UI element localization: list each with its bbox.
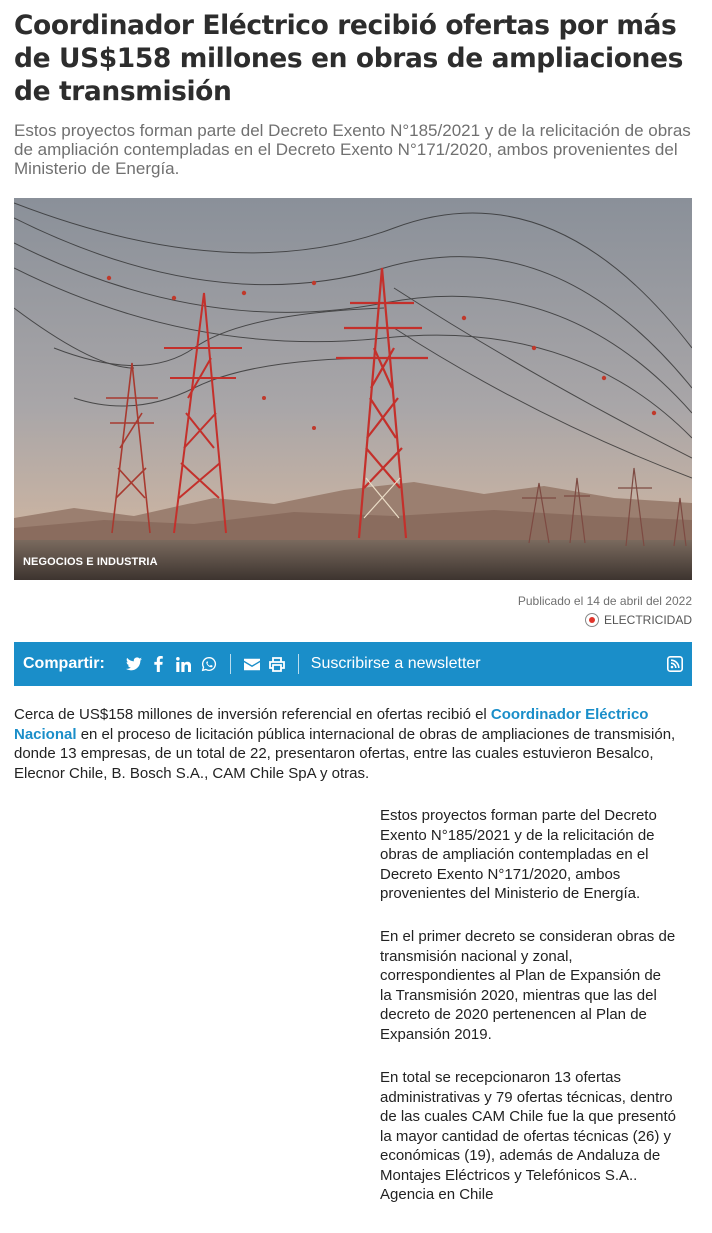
category-tag[interactable] (585, 613, 692, 627)
article-paragraph: En total se recepcionaron 13 ofertas administrativas y 79 ofertas técnicas, dentro de las cuales CAM Chile fue la que presentó la mayor cantidad de ofertas técnicas (26) y económicas (19), además de Andaluza de Montajes Eléctricos y Telefónicos S.A.. Agencia en Chile (380, 1069, 677, 1203)
target-icon (585, 613, 599, 627)
rss-icon[interactable] (667, 656, 683, 672)
article-paragraph: En el primer decreto se consideran obras de transmisión nacional y zonal, correspondientes al Plan de Expansión de la Transmisión 2020, mientras que las del decreto de 2020 pertenencen al Plan de Expansión 2019. (380, 928, 676, 1043)
coordinador-link[interactable]: Coordinador Eléctrico Nacional (14, 706, 649, 743)
intro-text-after: en el proceso de licitación pública internacional de obras de ampliaciones de transmisión, donde 13 empresas, de un total de 22, presentaron ofertas, entre las cuales estuvieron Besalco, Elecnor Chile, B. Bosch S.A., CAM Chile SpA y otras. (14, 725, 676, 782)
share-icons (126, 654, 303, 674)
email-icon[interactable] (244, 656, 260, 672)
category-tag-label: ELECTRICIDAD (603, 613, 692, 627)
article-intro (14, 705, 692, 783)
linkedin-icon[interactable] (176, 656, 192, 672)
whatsapp-icon[interactable] (201, 656, 217, 672)
facebook-icon[interactable] (151, 656, 167, 672)
intro-text-before: Cerca de US$158 millones de inversión referencial en ofertas recibió el (14, 706, 491, 723)
divider (230, 654, 231, 674)
publication-date: Publicado el 14 de abril del 2022 (517, 594, 692, 608)
image-category: NEGOCIOS E INDUSTRIA (23, 556, 158, 568)
article-title: Coordinador Eléctrico recibió ofertas por más de US$158 millones en obras de ampliaciones de transmisión (14, 10, 683, 107)
print-icon[interactable] (269, 656, 285, 672)
divider (298, 654, 299, 674)
hero-image (14, 198, 692, 580)
twitter-icon[interactable] (126, 656, 142, 672)
newsletter-link[interactable]: Suscribirse a newsletter (310, 655, 481, 672)
power-towers-photo (14, 198, 692, 580)
article-lead: Estos proyectos forman parte del Decreto Exento N°185/2021 y de la relicitación de obras de ampliación contempladas en el Decreto Exento N°171/2020, ambos provenientes del Ministerio de Energía. (14, 121, 691, 178)
share-bar (14, 642, 692, 686)
article-paragraph: Estos proyectos forman parte del Decreto Exento N°185/2021 y de la relicitación de obras de ampliación contempladas en el Decreto Exento N°171/2020, ambos provenientes del Ministerio de Energía. (380, 807, 657, 902)
share-label: Compartir: (23, 655, 105, 672)
